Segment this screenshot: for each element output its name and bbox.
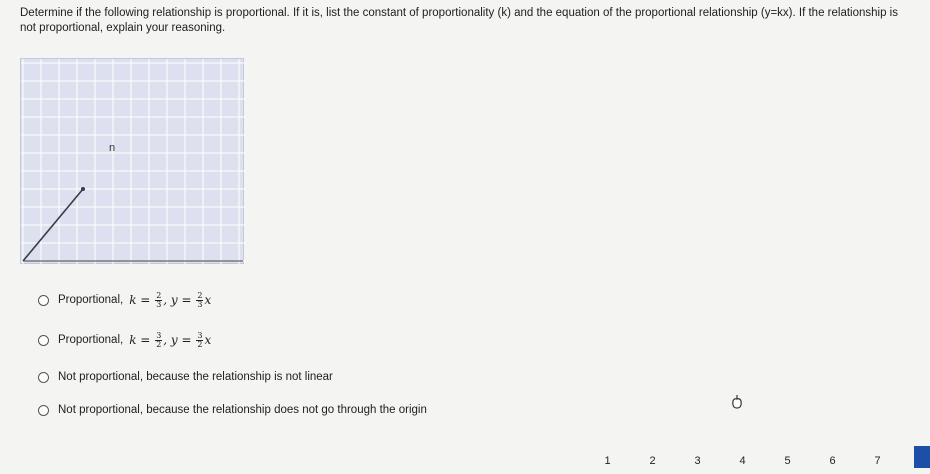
page-7[interactable]: 7 (874, 455, 881, 467)
page-4[interactable]: 4 (739, 455, 746, 467)
page-5[interactable]: 5 (784, 455, 791, 467)
radio-icon[interactable] (38, 372, 49, 383)
option-label: Proportional, (58, 294, 124, 306)
option-not-through-origin[interactable] (38, 400, 538, 420)
page-2[interactable]: 2 (649, 455, 656, 467)
question-pagination (585, 448, 930, 468)
graph-grid (21, 59, 245, 265)
radio-icon[interactable] (38, 405, 49, 416)
graph-point-label: n (109, 142, 116, 154)
radio-icon[interactable] (38, 335, 49, 346)
page-1[interactable]: 1 (604, 455, 611, 467)
page-3[interactable]: 3 (694, 455, 701, 467)
option-proportional-3-2[interactable] (38, 330, 538, 350)
page-6[interactable]: 6 (829, 455, 836, 467)
radio-icon[interactable] (38, 295, 49, 306)
graph-point (81, 187, 85, 191)
option-math: k = $\frac{2}{3}$ , y = $\frac{2}{3}$ x (129, 290, 212, 309)
option-math: k = $\frac{3}{2}$ , y = $\frac{3}{2}$ x (129, 330, 212, 349)
question-text: Determine if the following relationship is proportional. If it is, list the constant of proportionality (k) and the equation of the proportional relationship (y=kx). If the relationship is not proportional, explain your reasoning. (20, 7, 898, 34)
graph-image (20, 58, 244, 264)
option-proportional-2-3[interactable] (38, 290, 538, 310)
next-tab-button[interactable] (914, 446, 930, 468)
option-not-linear[interactable] (38, 367, 538, 387)
option-label: Not proportional, because the relationship does not go through the origin (58, 404, 427, 416)
graph-svg (21, 59, 245, 265)
option-label: Proportional, (58, 334, 124, 346)
pointer-cursor-icon (730, 394, 744, 410)
option-label: Not proportional, because the relationship is not linear (58, 371, 333, 383)
